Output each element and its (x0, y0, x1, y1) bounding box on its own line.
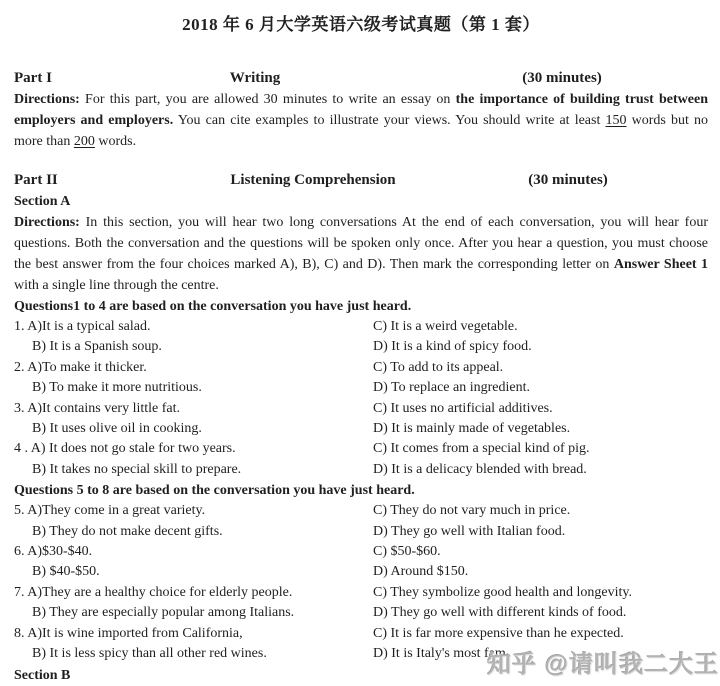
option-row (14, 522, 708, 542)
option-right: D) It is a kind of spicy food. (373, 339, 532, 355)
option-left: B) They are especially popular among Italians. (32, 605, 295, 621)
option-row (14, 399, 708, 419)
part1-minutes: (30 minutes) (522, 70, 602, 86)
part2-directions (14, 212, 708, 296)
part1-header (14, 68, 708, 89)
part2-header (14, 170, 708, 191)
option-right: C) To add to its appeal. (373, 359, 504, 375)
directions-text: In this section, you will hear two long conversations At the end of each conversation, you will hear four questions. Both the conversation and the questions will be spoken only once. After you hear a question, you must choose the best answer from the four choices marked A), B), C) and D). Then mark the corresponding letter on (14, 215, 708, 272)
questions-1-4-heading: Questions1 to 4 are based on the conversation you have just heard. (14, 299, 412, 314)
option-left: B) It takes no special skill to prepare. (32, 461, 242, 477)
option-right: D) It is Italy's most fam (373, 646, 506, 662)
section-b-heading: Section B (14, 667, 71, 683)
zhihu-watermark: 知乎 @请叫我二大王 (487, 651, 720, 678)
option-left: 8. A)It is wine imported from California, (14, 625, 243, 641)
option-right: D) It is mainly made of vegetables. (373, 421, 571, 437)
option-left: 4 . A) It does not go stale for two years. (14, 441, 236, 457)
option-row (14, 624, 708, 644)
option-row (14, 501, 708, 521)
part2-label: Part II (14, 172, 58, 188)
section-a-heading: Section A (14, 194, 71, 209)
option-right: C) It is a weird vegetable. (373, 319, 518, 334)
option-right: D) To replace an ingredient. (373, 380, 530, 396)
essay-topic-bold: the importance of building trust between employers and employers. (14, 92, 709, 128)
directions-text: You can cite examples to illustrate your views. You should write at least (173, 113, 606, 128)
directions-text: For this part, you are allowed 30 minutes to write an essay on (79, 92, 456, 107)
option-row (14, 317, 708, 337)
part1-directions (14, 89, 708, 152)
option-right: D) It is a delicacy blended with bread. (373, 461, 587, 477)
option-row (14, 337, 708, 357)
option-right: C) They do not vary much in price. (373, 503, 571, 519)
option-right: D) They go well with Italian food. (373, 523, 566, 539)
option-left: B) To make it more nutritious. (32, 380, 202, 396)
answer-sheet-bold: Answer Sheet 1 (613, 257, 709, 272)
option-left: 1. A)It is a typical salad. (14, 319, 151, 334)
option-row (14, 358, 708, 378)
option-right: C) $50-$60. (373, 544, 441, 560)
part2-title: Listening Comprehension (230, 172, 396, 188)
directions-text: words but no more than (14, 113, 708, 149)
option-row (14, 439, 708, 459)
option-row (14, 603, 708, 623)
option-right: C) It uses no artificial additives. (373, 400, 553, 416)
option-left: 3. A)It contains very little fat. (14, 400, 181, 416)
option-row (14, 378, 708, 398)
page-title: 2018 年 6 月大学英语六级考试真题（第 1 套） (182, 15, 540, 34)
option-right: C) It is far more expensive than he expected. (373, 625, 624, 641)
questions-5-8-heading: Questions 5 to 8 are based on the conversation you have just heard. (14, 483, 415, 499)
option-left: 5. A)They come in a great variety. (14, 503, 206, 519)
options-block-1-4 (0, 317, 720, 480)
word-count-max: 200 (73, 134, 95, 149)
part1-title: Writing (229, 70, 281, 86)
directions-text: with a single line through the centre. (14, 278, 219, 293)
option-row (14, 583, 708, 603)
option-row (14, 644, 708, 664)
option-left: 2. A)To make it thicker. (14, 359, 147, 375)
option-left: 6. A)$30-$40. (14, 544, 93, 560)
option-row (14, 460, 708, 480)
option-row (14, 542, 708, 562)
word-count-min: 150 (605, 113, 627, 128)
option-right: C) They symbolize good health and longevity. (373, 584, 632, 600)
option-right: D) Around $150. (373, 564, 469, 580)
option-left: B) It is less spicy than all other red wines. (32, 646, 267, 662)
option-row (14, 562, 708, 582)
option-left: B) $40-$50. (32, 564, 100, 580)
option-left: 7. A)They are a healthy choice for elderly people. (14, 584, 293, 600)
option-left: B) They do not make decent gifts. (32, 523, 223, 539)
options-block-5-8 (0, 501, 720, 664)
directions-label: Directions: (14, 215, 80, 230)
option-row (14, 419, 708, 439)
part1-label: Part I (14, 70, 52, 86)
option-right: D) They go well with different kinds of food. (373, 605, 627, 621)
directions-text: words. (94, 134, 137, 149)
directions-label: Directions: (14, 92, 80, 107)
option-left: B) It is a Spanish soup. (32, 339, 162, 355)
part2-minutes: (30 minutes) (528, 172, 608, 188)
option-left: B) It uses olive oil in cooking. (32, 421, 202, 437)
option-right: C) It comes from a special kind of pig. (373, 441, 590, 457)
